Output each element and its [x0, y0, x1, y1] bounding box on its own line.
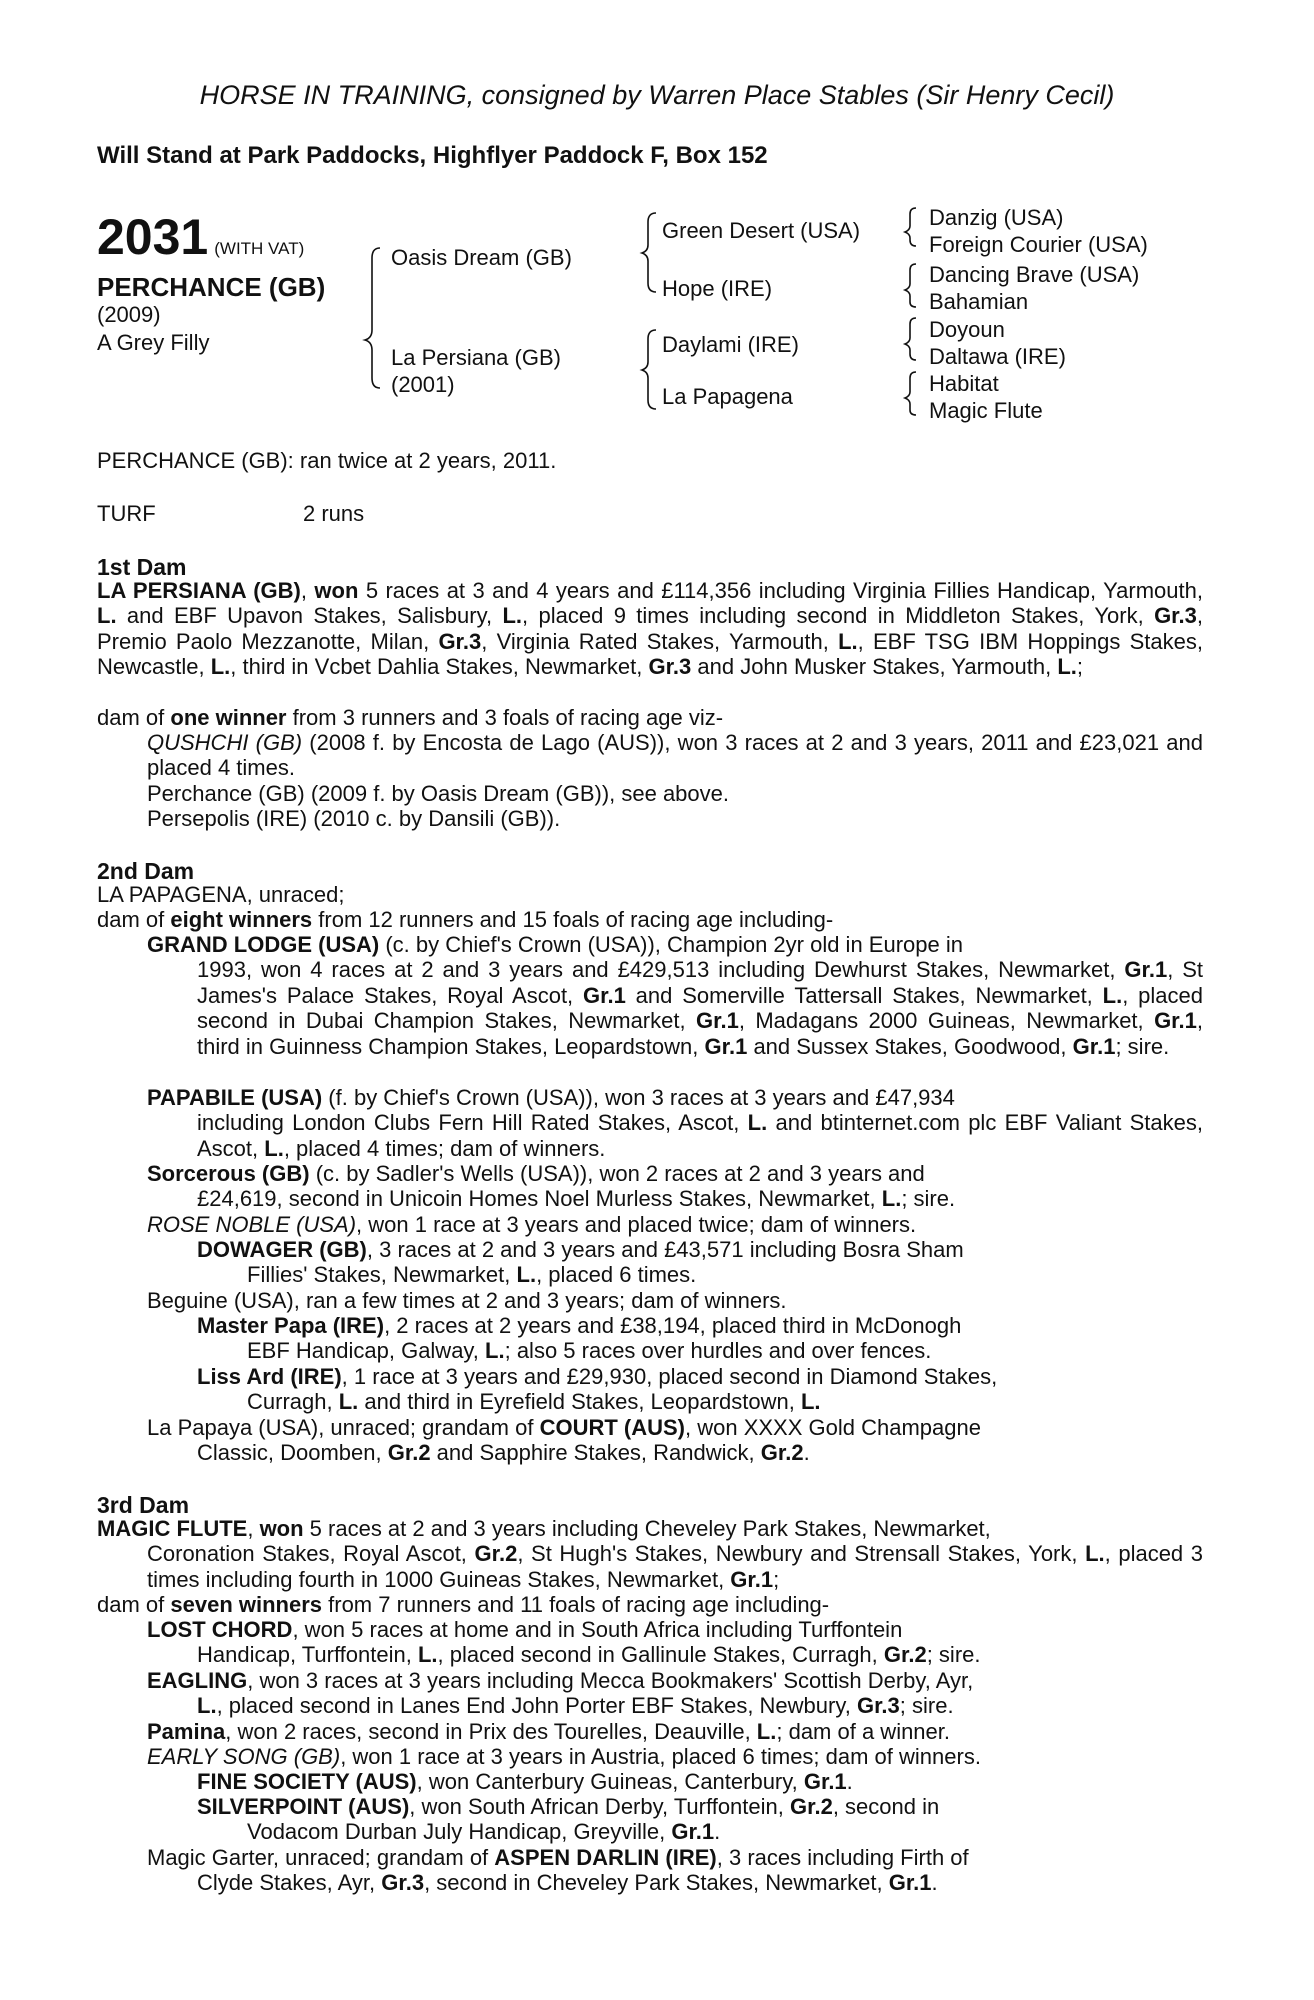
horse-year: (2009) [97, 302, 161, 327]
first-dam-text: 5 races at 3 and 4 years and £114,356 including Virginia Fillies Handicap, Yarmouth, [358, 578, 1203, 603]
foal-perchance: Perchance (GB) (2009 f. by Oasis Dream (GB)), see above. [147, 781, 730, 806]
pedigree-gen3: Dancing Brave (USA) [929, 262, 1140, 287]
entry-sorcerous: Sorcerous (GB) (c. by Sadler's Wells (USA)), won 2 races at 2 and 3 years and £24,619, second in Unicoin Homes Noel Murless Stakes, Newmarket, L.; sire. [147, 1161, 956, 1212]
pedigree-gen3: Foreign Courier (USA) [929, 232, 1148, 257]
entry-master-papa: Master Papa (IRE), 2 races at 2 years and £38,194, placed third in McDonogh EBF Handicap, Galway, L.; also 5 races over hurdles and over fences. [197, 1313, 962, 1364]
pedigree-gen2: La Papagena [662, 384, 793, 409]
entry-fine-society: FINE SOCIETY (AUS), won Canterbury Guineas, Canterbury, Gr.1. [197, 1769, 853, 1794]
pedigree-dam: La Persiana (GB) [391, 345, 561, 370]
pedigree-gen2: Daylami (IRE) [662, 332, 799, 357]
entry-pamina: Pamina, won 2 races, second in Prix des Tourelles, Deauville, L.; dam of a winner. [147, 1719, 951, 1744]
entry-magic-garter: Magic Garter, unraced; grandam of ASPEN DARLIN (IRE), 3 races including Firth of Clyde Stakes, Ayr, Gr.3, second in Cheveley Park Stakes, Newmarket, Gr.1. [147, 1845, 969, 1896]
pedigree-gen3: Bahamian [929, 289, 1029, 314]
pedigree-dam-year: (2001) [391, 372, 455, 397]
lot-number: 2031 [97, 209, 209, 265]
lot-vat: (WITH VAT) [214, 239, 305, 258]
entry-lost-chord: LOST CHORD, won 5 races at home and in South Africa including Turffontein Handicap, Turffontein, L., placed second in Gallinule Stakes, Curragh, Gr.2; sire. [147, 1617, 981, 1668]
first-dam-produce: dam of one winner from 3 runners and 3 foals of racing age viz- [97, 705, 724, 730]
second-dam-produce: dam of eight winners from 12 runners and 15 foals of racing age including- [97, 907, 834, 932]
third-dam-record: MAGIC FLUTE, won 5 races at 2 and 3 years including Cheveley Park Stakes, Newmarket, Coronation Stakes, Royal Ascot, Gr.2, St Hugh's Stakes, Newbury and Strensall Stakes, York, L., placed 3 times including fourth in 1000 Guineas Stakes, Newmarket, Gr.1; [97, 1516, 1203, 1592]
third-dam-heading: 3rd Dam [97, 1492, 190, 1518]
entry-dowager: DOWAGER (GB), 3 races at 2 and 3 years and £43,571 including Bosra Sham Fillies' Stakes, Newmarket, L., placed 6 times. [197, 1237, 964, 1288]
entry-papabile: PAPABILE (USA) (f. by Chief's Crown (USA)), won 3 races at 3 years and £47,934 including London Clubs Fern Hill Rated Stakes, Ascot, L. and btinternet.com plc EBF Valiant Stakes, Ascot, L., placed 4 times; dam of winners. [147, 1085, 1203, 1161]
entry-early-song: EARLY SONG (GB), won 1 race at 3 years in Austria, placed 6 times; dam of winners. [147, 1744, 981, 1769]
stand-location: Will Stand at Park Paddocks, Highflyer Paddock F, Box 152 [97, 142, 768, 169]
foal-name: QUSHCHI (GB) [147, 730, 303, 755]
third-dam-produce: dam of seven winners from 7 runners and 11 foals of racing age including- [97, 1592, 830, 1617]
pedigree-sire: Oasis Dream (GB) [391, 245, 572, 270]
page-header: HORSE IN TRAINING, consigned by Warren Place Stables (Sir Henry Cecil) [199, 80, 1115, 110]
pedigree-braces [0, 0, 1314, 440]
turf-runs: 2 runs [303, 501, 365, 526]
first-dam-record: LA PERSIANA (GB), won 5 races at 3 and 4 years and £114,356 including Virginia Fillies Handicap, Yarmouth, L. and EBF Upavon Stakes, Salisbury, L., placed 9 times including second in Middleton Stakes, York, Gr.3, Premio Paolo Mezzanotte, Milan, Gr.3, Virginia Rated Stakes, Yarmouth, L., EBF TSG IBM Hoppings Stakes, Newcastle, L., third in Vcbet Dahlia Stakes, Newmarket, Gr.3 and John Musker Stakes, Yarmouth, L.; [97, 578, 1203, 680]
pedigree-gen3: Habitat [929, 371, 999, 396]
pedigree-gen3: Doyoun [929, 317, 1005, 342]
entry-rose-noble: ROSE NOBLE (USA), won 1 race at 3 years and placed twice; dam of winners. [147, 1212, 917, 1237]
pedigree-gen2: Hope (IRE) [662, 276, 773, 301]
race-summary: PERCHANCE (GB): ran twice at 2 years, 2011. [97, 448, 557, 473]
first-dam-won: won [314, 578, 359, 603]
first-dam-name: LA PERSIANA (GB) [97, 578, 301, 603]
foal-qushchi: QUSHCHI (GB) (2008 f. by Encosta de Lago (AUS)), won 3 races at 2 and 3 years, 2011 and £23,021 and placed 4 times. [147, 730, 1203, 781]
entry-eagling: EAGLING, won 3 races at 3 years including Mecca Bookmakers' Scottish Derby, Ayr, L., placed second in Lanes End John Porter EBF Stakes, Newbury, Gr.3; sire. [147, 1668, 974, 1719]
entry-silverpoint: SILVERPOINT (AUS), won South African Derby, Turffontein, Gr.2, second in Vodacom Durban July Handicap, Greyville, Gr.1. [197, 1794, 940, 1845]
second-dam-heading: 2nd Dam [97, 858, 195, 884]
turf-label: TURF [97, 501, 156, 526]
entry-la-papaya: La Papaya (USA), unraced; grandam of COURT (AUS), won XXXX Gold Champagne Classic, Doomben, Gr.2 and Sapphire Stakes, Randwick, Gr.2. [147, 1415, 981, 1466]
group-tag: Gr.3 [648, 654, 692, 680]
listed-tag: L. [97, 603, 117, 629]
second-dam-line: LA PAPAGENA, unraced; [97, 882, 345, 907]
entry-liss-ard: Liss Ard (IRE), 1 race at 3 years and £29,930, placed second in Diamond Stakes, Curragh, L. and third in Eyrefield Stakes, Leopardstown, L. [197, 1364, 998, 1415]
entry-beguine: Beguine (USA), ran a few times at 2 and 3 years; dam of winners. [147, 1288, 787, 1313]
pedigree-gen2: Green Desert (USA) [662, 218, 861, 243]
entry-grand-lodge: GRAND LODGE (USA) (c. by Chief's Crown (USA)), Champion 2yr old in Europe in 1993, won 4 races at 2 and 3 years and £429,513 including Dewhurst Stakes, Newmarket, Gr.1, St James's Palace Stakes, Royal Ascot, Gr.1 and Somerville Tattersall Stakes, Newmarket, L., placed second in Dubai Champion Stakes, Newmarket, Gr.1, Madagans 2000 Guineas, Newmarket, Gr.1, third in Guinness Champion Stakes, Leopardstown, Gr.1 and Sussex Stakes, Goodwood, Gr.1; sire. [147, 932, 1203, 1059]
foal-persepolis: Persepolis (IRE) (2010 c. by Dansili (GB)). [147, 806, 561, 831]
pedigree-gen3: Magic Flute [929, 398, 1043, 423]
pedigree-gen3: Daltawa (IRE) [929, 344, 1066, 369]
horse-name: PERCHANCE (GB) [97, 272, 326, 302]
horse-description: A Grey Filly [97, 330, 210, 355]
first-dam-heading: 1st Dam [97, 554, 187, 580]
pedigree-gen3: Danzig (USA) [929, 205, 1064, 230]
